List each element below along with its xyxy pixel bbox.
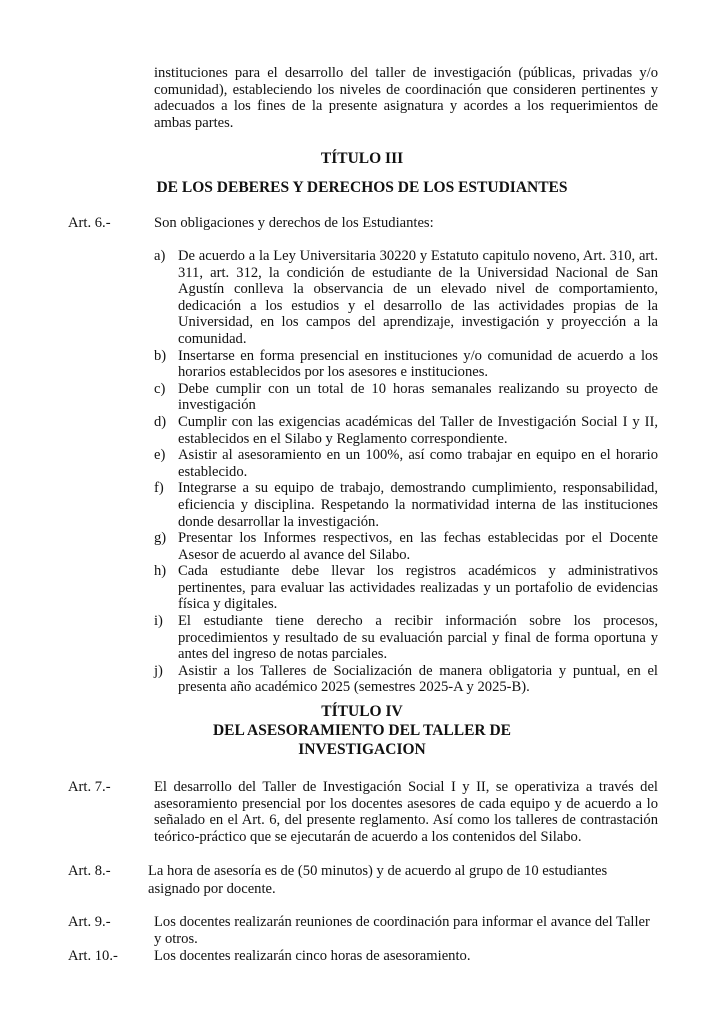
titulo-iii-subheading: DE LOS DEBERES Y DERECHOS DE LOS ESTUDIANTES	[156, 179, 568, 196]
art-9-text: Los docentes realizarán reuniones de coordinación para informar el avance del Taller y otros.	[154, 914, 650, 947]
list-item	[154, 381, 658, 414]
art-6-item-list	[154, 248, 658, 696]
list-item	[154, 348, 658, 381]
list-item-text: De acuerdo a la Ley Universitaria 30220 y Estatuto capitulo noveno, Art. 310, art. 311, art. 312, la condición de estudiante de la Universidad Nacional de San Agustín conlleva la observancia de un elevado nivel de comportamiento, dedicación a los estudios y el desarrollo de las actividades propias de la Universidad, en los campos del aprendizaje, investigación y proyección a la comunidad.	[178, 248, 658, 347]
list-marker: j)	[154, 662, 163, 679]
art-10-text: Los docentes realizarán cinco horas de asesoramiento.	[154, 948, 471, 964]
list-item	[154, 480, 658, 530]
list-item	[154, 663, 658, 696]
list-item-text: Integrarse a su equipo de trabajo, demostrando cumplimiento, responsabilidad, eficiencia y disciplina. Respetando la normatividad interna de las instituciones donde desarrollar la investigación.	[178, 480, 658, 530]
art-8-text-line2: asignado por docente.	[148, 881, 276, 897]
art-7-label: Art. 7.-	[68, 779, 111, 795]
list-item	[154, 563, 658, 613]
intro-paragraph: instituciones para el desarrollo del taller de investigación (públicas, privadas y/o comunidad), estableciendo los niveles de coordinación que consideren pertinentes y adecuados a los fines de la presente asignatura y acordes a los requerimientos de ambas partes.	[154, 65, 658, 131]
titulo-iv-heading: TÍTULO IV	[321, 703, 403, 720]
titulo-iii-heading: TÍTULO III	[320, 150, 404, 167]
list-marker: b)	[154, 347, 167, 364]
art-7-text: El desarrollo del Taller de Investigación Social I y II, se operativiza a través del asesoramiento presencial por los docentes asesores de cada equipo y de acuerdo a lo señalado en el Art. 6, del presente reglamento. Así como los talleres de contrastación teórico-práctico que se ejecutarán de acuerdo a los contenidos del Silabo.	[154, 779, 658, 845]
list-item	[154, 414, 658, 447]
art-8-label: Art. 8.-	[68, 863, 111, 879]
art-6-label: Art. 6.-	[68, 215, 111, 231]
list-item-text: Debe cumplir con un total de 10 horas semanales realizando su proyecto de investigación	[178, 380, 658, 414]
list-marker: g)	[154, 530, 167, 547]
list-marker: i)	[154, 613, 163, 630]
list-item	[154, 447, 658, 480]
list-item-text: Asistir a los Talleres de Socialización de manera obligatoria y puntual, en el presenta año académico 2025 (semestres 2025-A y 2025-B).	[178, 662, 658, 696]
art-9-label: Art. 9.-	[68, 914, 111, 930]
art-8-text-line1: La hora de asesoría es de (50 minutos) y de acuerdo al grupo de 10 estudiantes	[148, 863, 608, 879]
art-6-text: Son obligaciones y derechos de los Estudiantes:	[154, 215, 434, 231]
list-marker: h)	[154, 563, 167, 580]
list-marker: a)	[154, 248, 166, 264]
titulo-iv-subheading-line1: DEL ASESORAMIENTO DEL TALLER DE	[212, 722, 512, 739]
list-item-text: Cumplir con las exigencias académicas del Taller de Investigación Social I y II, establecidos en el Silabo y Reglamento correspondiente.	[178, 413, 658, 447]
art-10-label: Art. 10.-	[68, 948, 118, 964]
list-item	[154, 530, 658, 563]
list-item-text: Asistir al asesoramiento en un 100%, así como trabajar en equipo en el horario establecido.	[178, 447, 658, 480]
titulo-iv-subheading-line2: INVESTIGACION	[298, 741, 426, 758]
list-item	[154, 613, 658, 663]
list-marker: d)	[154, 413, 167, 430]
list-item-text: El estudiante tiene derecho a recibir información sobre los procesos, procedimientos y resultado de su evaluación parcial y final de forma oportuna y antes del ingreso de notas parciales.	[178, 613, 658, 663]
list-item	[154, 248, 658, 348]
list-marker: f)	[154, 480, 164, 497]
list-marker: e)	[154, 447, 166, 464]
list-item-text: Insertarse en forma presencial en instituciones y/o comunidad de acuerdo a los horarios establecidos por los asesores e instituciones.	[178, 347, 658, 381]
list-item-text: Cada estudiante debe llevar los registros académicos y administrativos pertinentes, para evaluar las actividades realizadas y un portafolio de evidencias física y digitales.	[178, 563, 658, 613]
list-item-text: Presentar los Informes respectivos, en las fechas establecidas por el Docente Asesor de acuerdo al avance del Silabo.	[178, 530, 658, 563]
list-marker: c)	[154, 380, 166, 397]
